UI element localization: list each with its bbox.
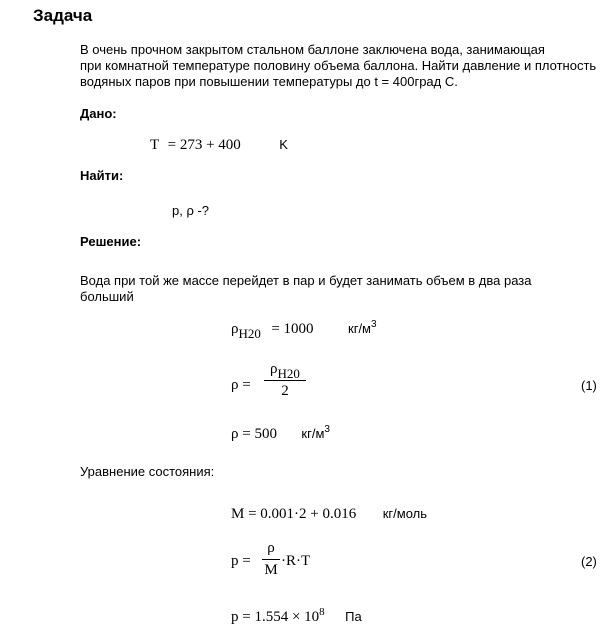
state-equation-label: Уравнение состояния: [80, 464, 215, 479]
eq1-lhs: ρ = [231, 377, 251, 393]
find-unknowns: p, ρ -? [172, 203, 210, 218]
eq2-number: (2) [581, 554, 597, 569]
eq1-number: (1) [581, 378, 597, 393]
solution-line-2: больший [80, 289, 134, 304]
eq2-fraction-bar [262, 559, 280, 560]
given-heading: Дано: [80, 106, 117, 121]
eq2-rhs: ·R·T [281, 553, 311, 569]
molar-mass-equation [231, 505, 427, 523]
problem-line-3: водяных паров при повышении температуры до t = 400град С. [80, 74, 458, 89]
solution-heading: Решение: [80, 234, 142, 249]
problem-line-2: при комнатной температуре половину объема баллона. Найти давление и плотность [80, 58, 597, 73]
find-heading: Найти: [80, 168, 124, 183]
pressure-result [231, 608, 362, 626]
eq2-denominator: M [264, 562, 278, 578]
eq1-numerator-subscript: H20 [277, 366, 300, 381]
molar-mass-unit: кг/моль [382, 506, 427, 521]
pressure-exponent: 8 [319, 606, 325, 618]
temperature-unit: K [279, 137, 288, 152]
eq1-fraction [264, 361, 306, 400]
eq2-lhs: p = [231, 553, 251, 569]
problem-line-1: В очень прочном закрытом стальном баллоне заключена вода, занимающая [80, 42, 545, 57]
eq1-numerator-symbol: ρ [270, 361, 278, 377]
eq2-fraction [262, 540, 280, 579]
vapor-density-value: ρ = 500 [231, 426, 277, 442]
page-title: Задача [33, 6, 93, 25]
molar-mass-expression: M = 0.001·2 + 0.016 [231, 506, 357, 522]
eq2-numerator: ρ [267, 540, 275, 556]
temperature-symbol: T [150, 137, 160, 153]
rho-subscript: H20 [238, 326, 261, 341]
solution-line-1: Вода при той же массе перейдет в пар и будет занимать объем в два раза [80, 273, 532, 288]
temperature-expression: = 273 + 400 [167, 137, 241, 153]
given-temperature [150, 136, 288, 154]
vapor-density-unit: $кг/м^3$ [301, 424, 330, 441]
pressure-value: p = 1.554 × 10 [231, 609, 320, 625]
rho-symbol: ρ [231, 321, 239, 337]
eq1-denominator: 2 [281, 383, 289, 399]
pressure-unit: Па [345, 609, 362, 624]
water-density-unit: $кг/м^3$ [348, 319, 377, 336]
water-density-value: = 1000 [271, 321, 314, 337]
water-density-equation [231, 319, 377, 341]
vapor-density-equation [231, 425, 330, 443]
